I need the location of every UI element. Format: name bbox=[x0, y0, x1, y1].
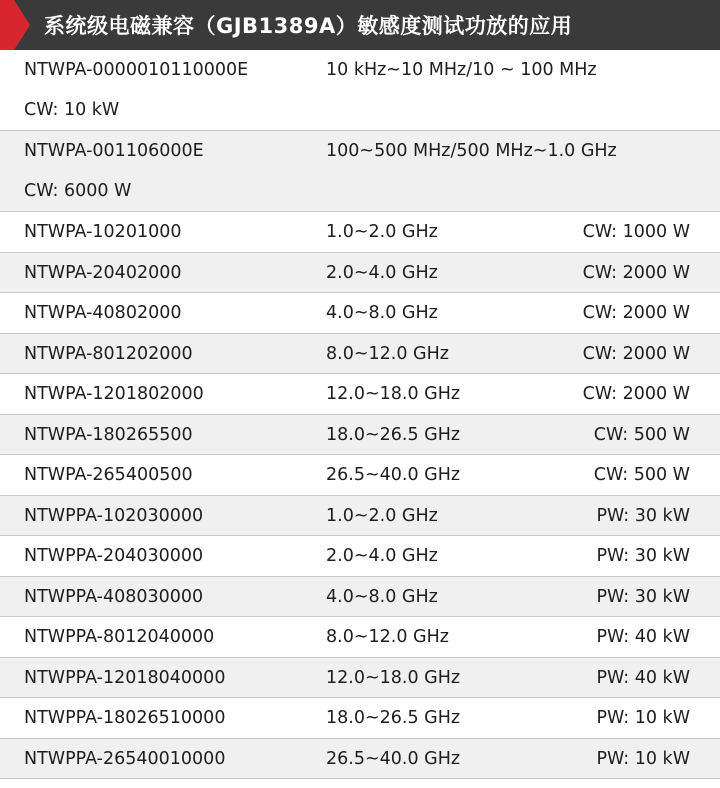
frequency-cell: 26.5~40.0 GHz bbox=[326, 748, 461, 769]
frequency-cell: 12.0~18.0 GHz bbox=[326, 667, 461, 688]
frequency-cell: 26.5~40.0 GHz bbox=[326, 465, 461, 485]
model-cell: NTWPA-265400500 bbox=[24, 465, 193, 485]
frequency-cell: 18.0~26.5 GHz bbox=[326, 708, 461, 728]
table-row bbox=[0, 212, 720, 253]
model-cell: NTWPPA-204030000 bbox=[24, 546, 204, 566]
power-cell: PW: 10 kW bbox=[596, 748, 690, 769]
model-cell: NTWPPA-12018040000 bbox=[24, 667, 226, 688]
model-cell: NTWPPA-26540010000 bbox=[24, 748, 226, 769]
power-cell: CW: 500 W bbox=[593, 424, 690, 445]
table-row bbox=[0, 698, 720, 739]
frequency-cell: 4.0~8.0 GHz bbox=[326, 303, 438, 323]
model-cell: NTWPA-1201802000 bbox=[24, 384, 204, 404]
model-cell: NTWPA-20402000 bbox=[24, 262, 182, 283]
table-row bbox=[0, 253, 720, 294]
table-row bbox=[0, 496, 720, 537]
table-row bbox=[0, 455, 720, 496]
table-title: 系统级电磁兼容（GJB1389A）敏感度测试功放的应用 bbox=[44, 14, 573, 38]
table-row bbox=[0, 536, 720, 577]
model-cell: NTWPPA-8012040000 bbox=[24, 627, 215, 647]
table-row bbox=[0, 334, 720, 375]
table-row bbox=[0, 577, 720, 618]
power-cell: CW: 2000 W bbox=[582, 262, 690, 283]
model-cell: NTWPA-40802000 bbox=[24, 303, 182, 323]
frequency-cell: 2.0~4.0 GHz bbox=[326, 262, 438, 283]
model-cell: NTWPA-0000010110000E bbox=[24, 60, 249, 80]
frequency-cell: 8.0~12.0 GHz bbox=[326, 343, 449, 364]
table-row bbox=[0, 739, 720, 780]
frequency-cell: 10 kHz~10 MHz/10 ~ 100 MHz bbox=[326, 60, 597, 80]
power-cell: CW: 500 W bbox=[593, 465, 690, 485]
power-cell: CW: 2000 W bbox=[582, 384, 690, 404]
power-cell: CW: 6000 W bbox=[24, 181, 132, 201]
power-cell: PW: 30 kW bbox=[596, 586, 690, 607]
table-row bbox=[0, 293, 720, 334]
frequency-cell: 12.0~18.0 GHz bbox=[326, 384, 461, 404]
frequency-cell: 100~500 MHz/500 MHz~1.0 GHz bbox=[326, 141, 617, 161]
power-cell: CW: 1000 W bbox=[582, 222, 690, 242]
frequency-cell: 1.0~2.0 GHz bbox=[326, 222, 438, 242]
red-arrow-icon bbox=[0, 0, 30, 50]
table-row bbox=[0, 131, 720, 212]
power-cell: PW: 40 kW bbox=[596, 667, 690, 688]
model-cell: NTWPPA-18026510000 bbox=[24, 708, 226, 728]
model-cell: NTWPA-801202000 bbox=[24, 343, 193, 364]
model-cell: NTWPA-180265500 bbox=[24, 424, 193, 445]
model-cell: NTWPPA-102030000 bbox=[24, 505, 204, 526]
table-header bbox=[0, 0, 720, 50]
table-row bbox=[0, 658, 720, 699]
power-cell: CW: 2000 W bbox=[582, 343, 690, 364]
power-cell: PW: 30 kW bbox=[596, 546, 690, 566]
frequency-cell: 1.0~2.0 GHz bbox=[326, 505, 438, 526]
table-row bbox=[0, 415, 720, 456]
model-cell: NTWPA-001106000E bbox=[24, 141, 204, 161]
table-row bbox=[0, 50, 720, 131]
power-cell: CW: 10 kW bbox=[24, 100, 120, 120]
power-cell: PW: 30 kW bbox=[596, 505, 690, 526]
frequency-cell: 8.0~12.0 GHz bbox=[326, 627, 449, 647]
frequency-cell: 2.0~4.0 GHz bbox=[326, 546, 438, 566]
table-row bbox=[0, 617, 720, 658]
frequency-cell: 18.0~26.5 GHz bbox=[326, 424, 461, 445]
product-table bbox=[0, 50, 720, 779]
power-cell: CW: 2000 W bbox=[582, 303, 690, 323]
model-cell: NTWPPA-408030000 bbox=[24, 586, 204, 607]
power-cell: PW: 10 kW bbox=[596, 708, 690, 728]
model-cell: NTWPA-10201000 bbox=[24, 222, 182, 242]
table-row bbox=[0, 374, 720, 415]
power-cell: PW: 40 kW bbox=[596, 627, 690, 647]
frequency-cell: 4.0~8.0 GHz bbox=[326, 586, 438, 607]
